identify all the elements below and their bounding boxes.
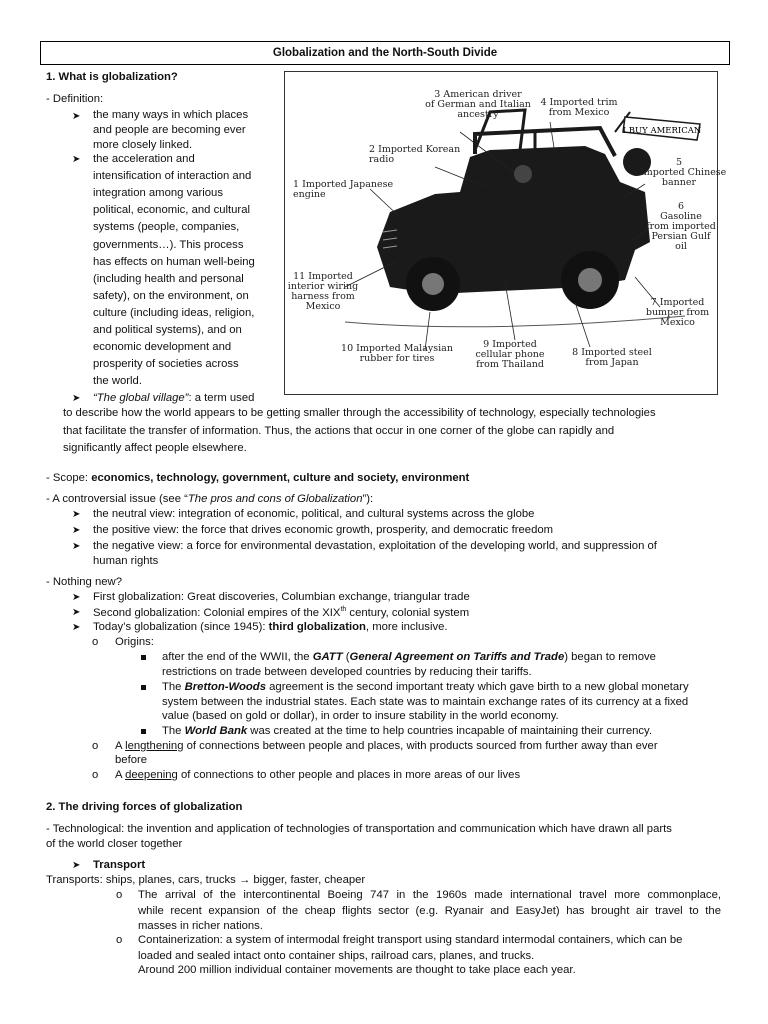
second-globalization: Second globalization: Colonial empires of the XIXth century, colonial system [93, 606, 470, 619]
view-neutral: the neutral view: integration of economic, political, and cultural systems across the globe [93, 508, 535, 520]
arrow-bullet-icon: ➤ [72, 111, 81, 122]
circle-bullet-icon: o [92, 636, 99, 648]
figure-label-8: 8 Imported steel from Japan [572, 347, 652, 368]
circle-bullet-icon: o [92, 769, 99, 781]
circle-bullet-icon: o [116, 889, 123, 901]
global-village-line: that facilitate the transfer of information. Thus, the actions that occur in one corner of the globe can rapidly and [63, 424, 615, 437]
gatt-line-2: restrictions on trade between developed countries by reducing their tariffs. [162, 666, 532, 678]
definition-2-line: the acceleration and [93, 153, 195, 165]
controversial-line: - A controversial issue (see “The pros and cons of Globalization”): [46, 493, 374, 505]
technological-line-1: - Technological: the invention and application of technologies of transportation and communication which have drawn all parts [46, 823, 672, 835]
square-bullet-icon [141, 655, 146, 660]
origins-label: Origins: [115, 636, 154, 648]
container-movements: Around 200 million individual container movements are thought to take place each year. [138, 964, 576, 976]
technological-line-2: of the world closer together [46, 838, 183, 850]
figure-label-3: 3 American driver of German and Italian ancestry [425, 89, 531, 120]
definition-1-line: more closely linked. [93, 139, 193, 152]
figure-label-7: 7 Imported bumper from Mexico [645, 297, 710, 328]
section-1-heading: 1. What is globalization? [46, 71, 178, 83]
figure-label-9: 9 Imported cellular phone from Thailand [475, 339, 545, 370]
jeep-illustration [284, 71, 727, 395]
definition-2-line: systems (people, companies, [93, 221, 240, 234]
circle-bullet-icon: o [92, 740, 99, 752]
bretton-woods-line-2: system between the industrial states. Each state was to maintain exchange rates of its currency at a fixed [162, 696, 689, 708]
arrow-bullet-icon: ➤ [72, 525, 81, 536]
arrow-bullet-icon: ➤ [72, 860, 81, 871]
definition-2-line: governments…). This process [93, 238, 244, 251]
square-bullet-icon [141, 729, 146, 734]
figure-label-11: 11 Imported interior wiring harness from Mexico [287, 271, 359, 312]
circle-bullet-icon: o [116, 934, 123, 946]
page-title: Globalization and the North-South Divide [40, 41, 730, 65]
definition-2-line: culture (including ideas, religion, [93, 306, 255, 319]
world-bank-line: The World Bank was created at the time to help countries incapable of maintaining their currency. [162, 725, 652, 737]
lengthening-line-2: before [115, 754, 148, 766]
boeing-line: while recent expansion of the cheap flights sector (e.g. Ryanair and EasyJet) has brought air travel to the [138, 904, 721, 917]
figure-label-2: 2 Imported Korean radio [369, 144, 461, 165]
definition-2-line: the world. [93, 375, 142, 388]
arrow-bullet-icon: ➤ [72, 509, 81, 520]
lengthening-line-1: A lengthening of connections between people and places, with products sourced from further away than ever [115, 740, 658, 752]
bretton-woods-line-1: The Bretton-Woods agreement is the second important treaty which gave birth to a new global monetary [162, 681, 689, 693]
definition-1-line: and people are becoming ever [93, 124, 246, 137]
definition-2-line: political, economic, and cultural [93, 204, 250, 217]
definition-2-line: intensification of interaction and [93, 170, 252, 183]
deepening-line: A deepening of connections to other people and places in more areas of our lives [115, 769, 521, 781]
global-village-line: to describe how the world appears to be getting smaller through the accessibility of technology, especially technologies [63, 407, 656, 419]
arrow-bullet-icon: ➤ [72, 592, 81, 603]
definition-1-line: the many ways in which places [93, 109, 249, 121]
figure-label-6: 6 Gasoline from imported Persian Gulf oil [646, 201, 716, 252]
arrow-bullet-icon: ➤ [72, 622, 81, 633]
definition-2-line: prosperity of societies across [93, 358, 239, 371]
definition-2-line: economic development and [93, 341, 232, 354]
banner-text: I BUY AMERICAN [622, 126, 702, 136]
gatt-line-1: after the end of the WWII, the GATT (General Agreement on Tariffs and Trade) began to remove [162, 651, 656, 663]
view-positive: the positive view: the force that drives economic growth, prosperity, and democratic freedom [93, 524, 554, 536]
global-village-line: significantly affect people elsewhere. [63, 442, 247, 454]
figure-label-5: 5 Imported Chinese banner [640, 157, 727, 188]
definition-2-line: (including health and personal [93, 272, 244, 285]
arrow-bullet-icon: ➤ [72, 607, 81, 618]
square-bullet-icon [141, 685, 146, 690]
first-globalization: First globalization: Great discoveries, Columbian exchange, triangular trade [93, 591, 470, 603]
figure-label-1: 1 Imported Japanese engine [293, 179, 394, 200]
arrow-bullet-icon: ➤ [72, 154, 81, 165]
nothing-new: - Nothing new? [46, 576, 122, 588]
arrow-bullet-icon: ➤ [72, 541, 81, 552]
containerization-line: Containerization: a system of intermodal freight transport using standard intermodal containers, which can be [138, 934, 683, 946]
arrow-bullet-icon: ➤ [72, 393, 81, 404]
boeing-line: The arrival of the intercontinental Boeing 747 in the 1960s made international travel more commonplace, [138, 889, 721, 901]
section-2-heading: 2. The driving forces of globalization [46, 801, 243, 813]
view-negative: the negative view: a force for environmental devastation, exploitation of the developing world, and suppression of [93, 540, 657, 552]
definition-label: - Definition: [46, 93, 104, 105]
global-village-item: “The global village”: a term used [93, 392, 255, 404]
transport-heading: Transport [93, 859, 146, 871]
definition-2-line: integration among various [93, 187, 223, 200]
containerization-line: loaded and sealed intact onto container ships, railroad cars, planes, and trucks. [138, 949, 535, 962]
figure-label-10: 10 Imported Malaysian rubber for tires [341, 343, 453, 364]
scope-line: - Scope: economics, technology, government, culture and society, environment [46, 472, 470, 484]
today-globalization: Today’s globalization (since 1945): third globalization, more inclusive. [93, 621, 448, 633]
figure-label-4: 4 Imported trim from Mexico [540, 97, 618, 118]
transports-line: Transports: ships, planes, cars, trucks → bigger, faster, cheaper [46, 874, 366, 886]
boeing-line: masses in richer nations. [138, 920, 263, 932]
definition-2-line: has effects on human well-being [93, 255, 255, 268]
bretton-woods-line-3: value (based on gold or dollar), in order to insure stability in the world economy. [162, 710, 559, 722]
view-negative-cont: human rights [93, 555, 159, 567]
definition-2-line: and political systems), and on [93, 324, 242, 336]
definition-2-line: safety), on the environment, on [93, 289, 249, 302]
